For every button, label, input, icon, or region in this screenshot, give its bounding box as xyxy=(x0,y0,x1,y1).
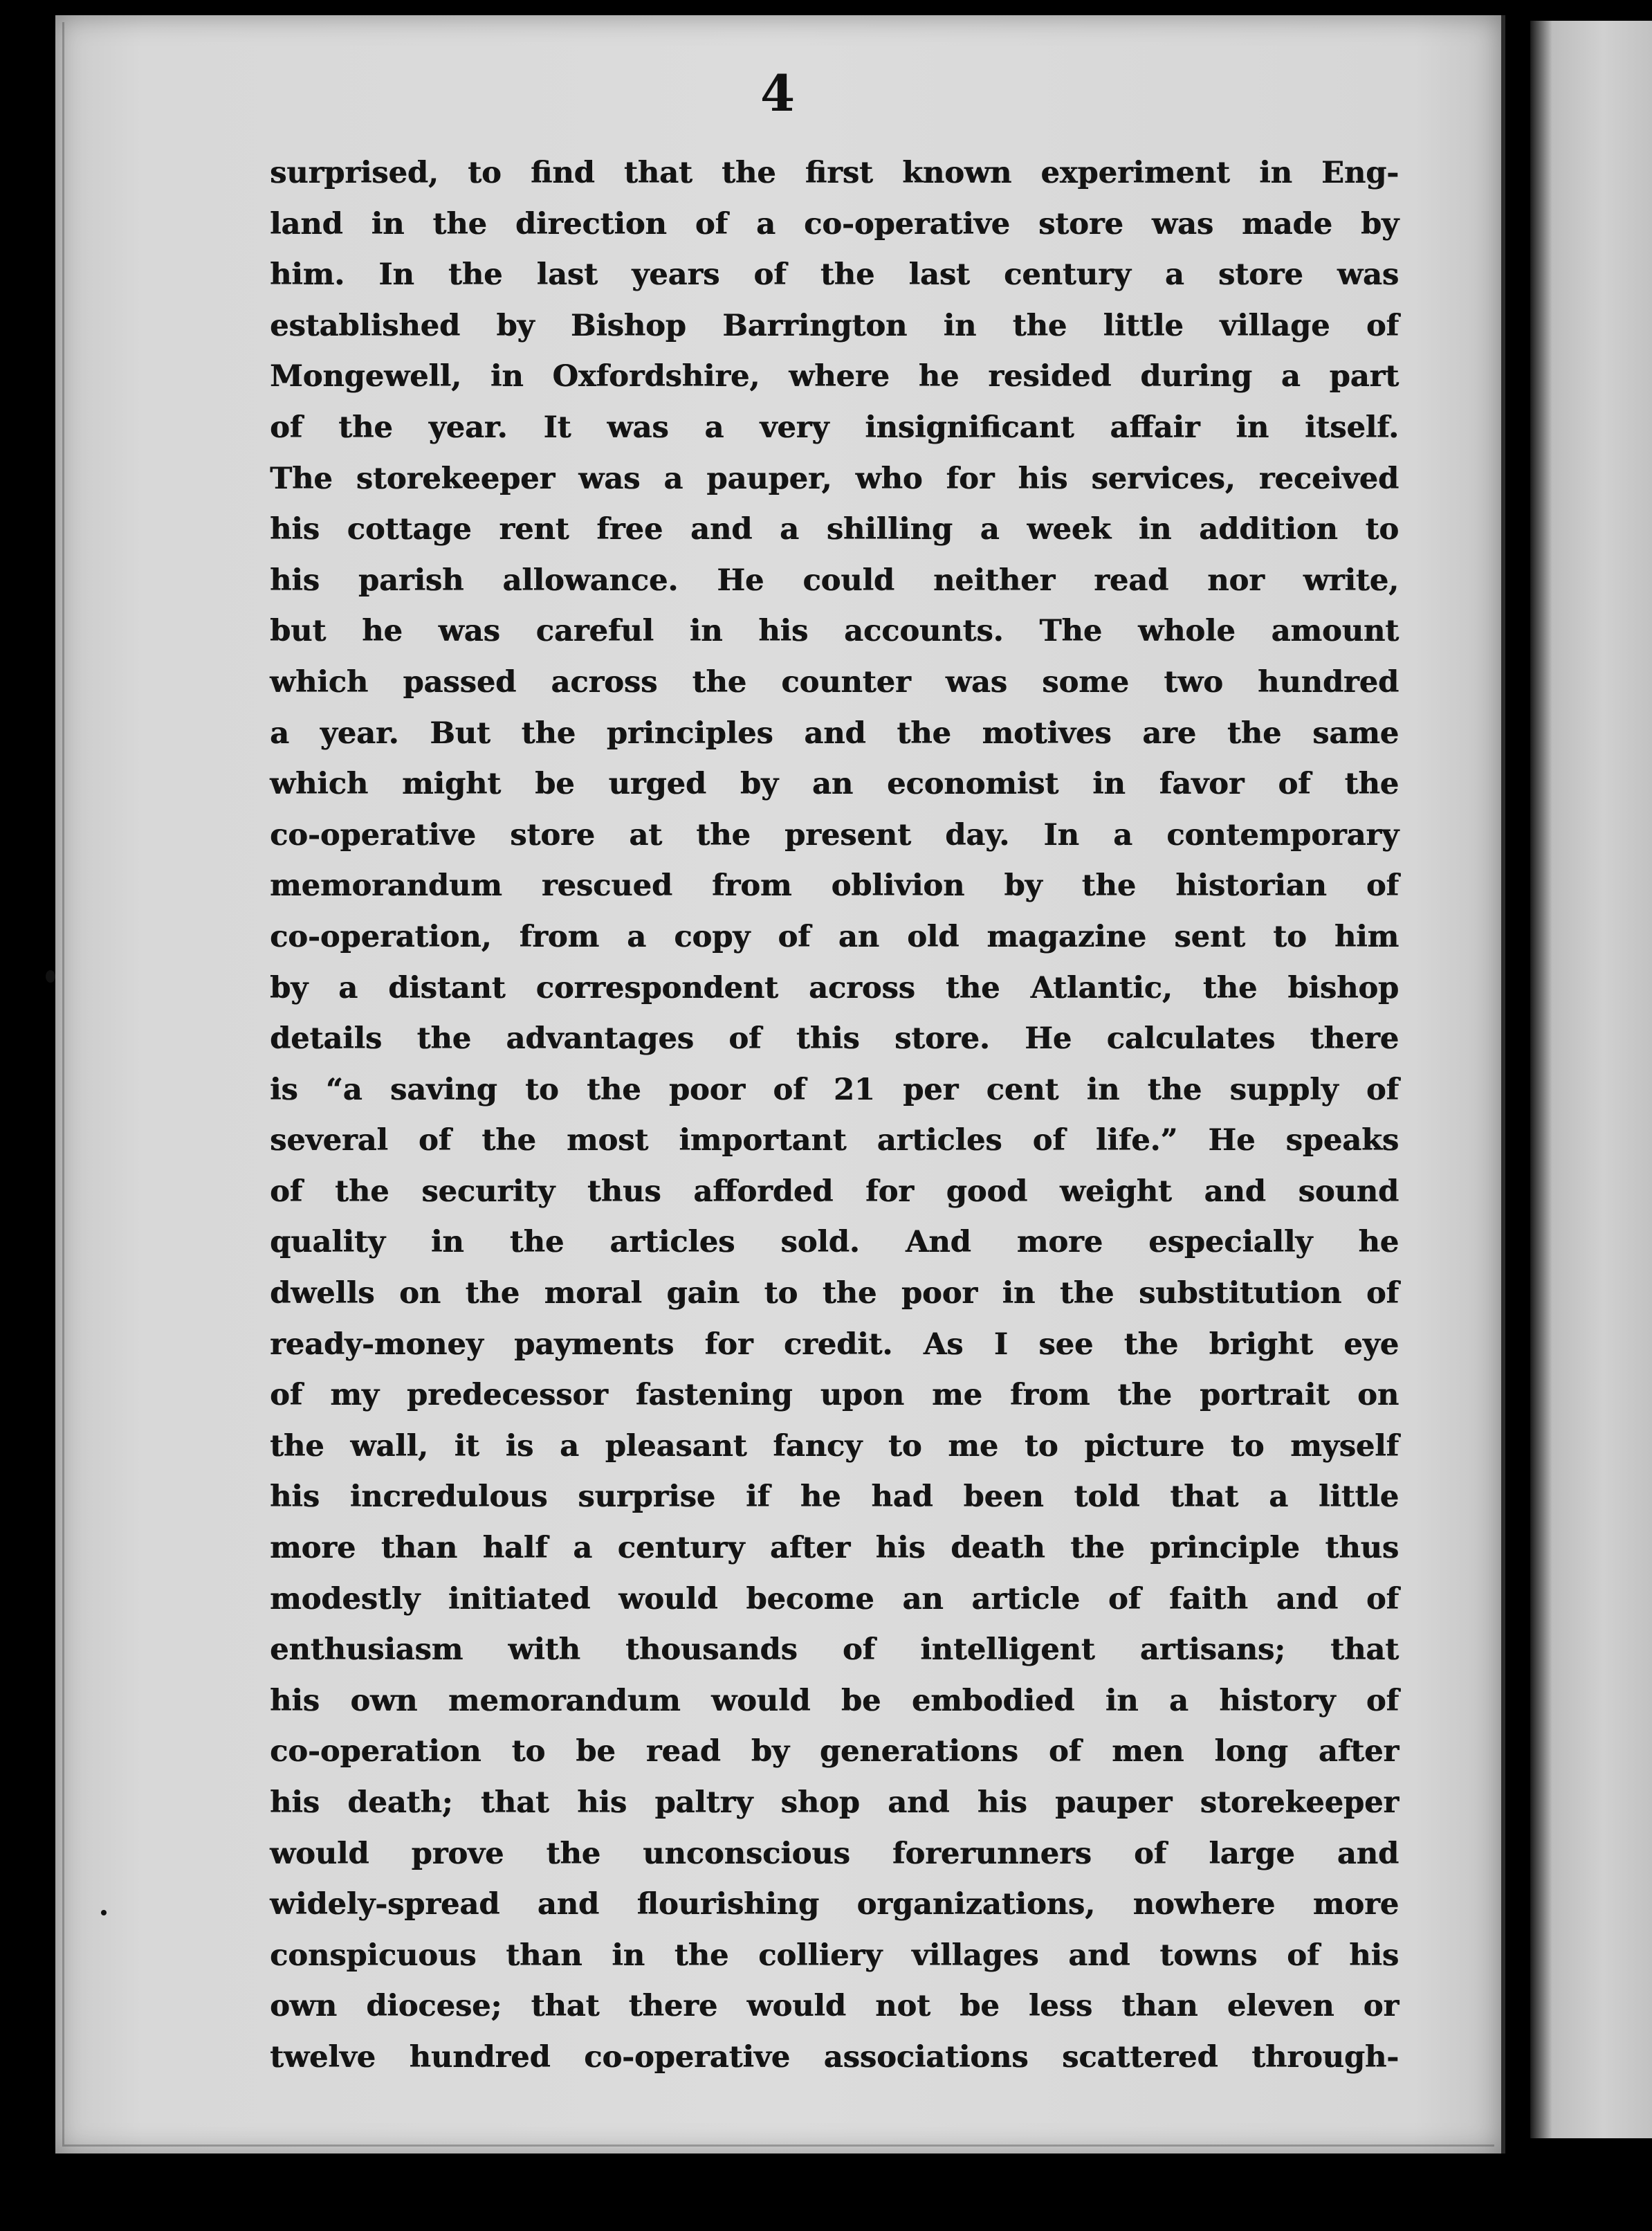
text-line: dwells on the moral gain to the poor in the substitution of xyxy=(270,1276,1399,1311)
text-line: The storekeeper was a pauper, who for his services, received xyxy=(270,461,1399,496)
text-line: co-operation, from a copy of an old magazine sent to him xyxy=(270,919,1399,954)
text-line: his cottage rent free and a shilling a week in addition to xyxy=(270,512,1399,547)
text-line: memorandum rescued from oblivion by the historian of xyxy=(270,868,1399,904)
text-line: conspicuous than in the colliery villages and towns of his xyxy=(270,1938,1399,1973)
text-line: of my predecessor fastening upon me from the portrait on xyxy=(270,1378,1399,1413)
text-line: of the security thus afforded for good weight and sound xyxy=(270,1174,1399,1209)
text-line: details the advantages of this store. He calculates there xyxy=(270,1021,1399,1057)
text-line: his own memorandum would be embodied in a history of xyxy=(270,1683,1399,1718)
text-line: of the year. It was a very insignificant affair in itself. xyxy=(270,410,1399,445)
scan-speck xyxy=(46,970,55,983)
text-line: co-operative store at the present day. In a contemporary xyxy=(270,817,1399,853)
text-line: a year. But the principles and the motives are the same xyxy=(270,716,1399,751)
body-text xyxy=(270,148,1399,2084)
text-line: widely-spread and flourishing organizations, nowhere more xyxy=(270,1887,1399,1922)
document-page xyxy=(55,15,1505,2153)
text-line: the wall, it is a pleasant fancy to me to picture to myself xyxy=(270,1428,1399,1464)
adjacent-page-edge xyxy=(1530,21,1652,2138)
text-line: his incredulous surprise if he had been told that a little xyxy=(270,1479,1399,1515)
text-line: by a distant correspondent across the Atlantic, the bishop xyxy=(270,970,1399,1005)
text-line: him. In the last years of the last century a store was xyxy=(270,257,1399,293)
text-line: co-operation to be read by generations of men long after xyxy=(270,1734,1399,1769)
text-line: which might be urged by an economist in favor of the xyxy=(270,767,1399,802)
text-line: but he was careful in his accounts. The whole amount xyxy=(270,614,1399,649)
text-line: would prove the unconscious forerunners of large and xyxy=(270,1836,1399,1871)
text-line: established by Bishop Barrington in the little village of xyxy=(270,308,1399,343)
text-line: twelve hundred co-operative associations scattered through- xyxy=(270,2039,1399,2075)
scan-speck xyxy=(101,1910,107,1915)
text-line: enthusiasm with thousands of intelligent artisans; that xyxy=(270,1632,1399,1668)
page-number: 4 xyxy=(760,64,797,122)
text-line: surprised, to find that the first known experiment in Eng- xyxy=(270,156,1399,190)
text-line: more than half a century after his death the principle thus xyxy=(270,1531,1399,1566)
text-line: his death; that his paltry shop and his pauper storekeeper xyxy=(270,1785,1399,1820)
text-line: which passed across the counter was some two hundred xyxy=(270,664,1399,700)
text-line: own diocese; that there would not be less than eleven or xyxy=(270,1989,1399,2024)
text-line: several of the most important articles of life.” He speaks xyxy=(270,1123,1399,1158)
text-line: land in the direction of a co-operative store was made by xyxy=(270,206,1399,242)
text-line: ready-money payments for credit. As I see the bright eye xyxy=(270,1327,1399,1362)
text-line: Mongewell, in Oxfordshire, where he resided during a part xyxy=(270,359,1399,394)
text-line: his parish allowance. He could neither read nor write, xyxy=(270,563,1399,598)
text-line: quality in the articles sold. And more especially he xyxy=(270,1225,1399,1260)
text-line: is “a saving to the poor of 21 per cent in the supply of xyxy=(270,1072,1399,1107)
text-line: modestly initiated would become an article of faith and of xyxy=(270,1581,1399,1617)
